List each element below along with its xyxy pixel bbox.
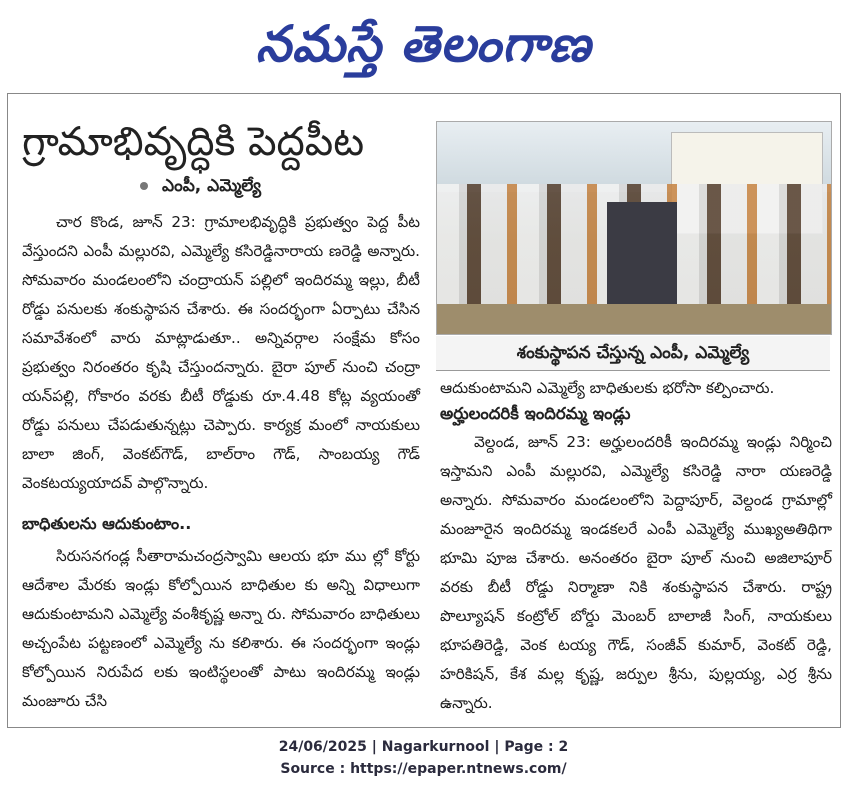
article-right-subhead: అర్హులందరికీ ఇందిరమ్మ ఇండ్లు <box>440 404 631 423</box>
page-footer <box>0 736 847 780</box>
byline-text: ఎంపీ, ఎమ్మెల్యే <box>162 176 262 196</box>
article-subhead: బాధితులను ఆదుకుంటాం.. <box>22 514 192 533</box>
photo-ground <box>437 304 831 334</box>
continuation-text: ఆదుకుంటామని ఎమ్మెల్యే బాధితులకు భరోసా కల్పించారు. <box>440 379 775 397</box>
photo-plaque <box>607 202 677 312</box>
article-paragraph: వెల్దండ, జూన్ 23: అర్హులందరికీ ఇందిరమ్మ ఇండ్లు నిర్మించి ఇస్తామని ఎంపీ మల్లురవి, ఎమ్మెల్యే కసిరెడ్డి నారా యణరెడ్డి అన్నారు. సోమవారం మండలంలోని పెద్దాపూర్, వెల్దండ గ్రామాల్లో మంజూరైన ఇందిరమ్మ ఇండకలరే ఎంపీ ఎమ్మెల్యే ముఖ్యఅతిథిగా భూమి పూజ చేశారు. అనంతరం బైరా పూల్ నుంచి అజిలాపూర్ వరకు బీటీ రోడ్డు నిర్మాణా నికి శంకుస్థాపన చేశారు. రాష్ట్ర పొల్యూషన్ కంట్రోల్ బోర్డు మెంబర్ బాలాజీ సింగ్, నాయకులు భూపతిరెడ్డి, వెంక టయ్య గౌడ్, సంజీవ్ కుమార్, వెంకట్ రెడ్డి, హరికిషన్, కేశ మల్ల కృష్ణ, జర్పుల శ్రీను, పుల్లయ్య, ఎర్ర శ్రీను ఉన్నారు. <box>440 433 832 712</box>
masthead-logo: నమస్తే తెలంగాణ <box>255 15 592 73</box>
article-body-right <box>440 428 832 718</box>
divider-left <box>7 93 8 727</box>
article-paragraph: సిరుసనగండ్ల సీతారామచంద్రస్వామి ఆలయ భూ ము ల్లో కోర్టు ఆదేశాల మేరకు ఇండ్లు కోల్పోయిన బాధితుల కు అన్ని విధాలుగా ఆదుకుంటామని ఎమ్మెల్యే వంశీకృష్ణ అన్నా రు. సోమవారం బాధితులు అచ్చంపేట పట్టణంలో ఎమ్మెల్యే ను కలిశారు. ఈ సందర్భంగా ఇండ్లు కోల్పోయిన నిరుపేద లకు ఇంటిస్థలంతో పాటు ఇందిరమ్మ ఇండ్లు మంజూరు చేసి <box>22 547 420 710</box>
article-headline: గ్రామాభివృద్ధికి పెద్దపీట <box>22 119 365 165</box>
footer-date-line: 24/06/2025 | Nagarkurnool | Page : 2 <box>278 739 569 755</box>
footer-source-link[interactable]: Source : https://epaper.ntnews.com/ <box>280 761 567 777</box>
article-body-main <box>22 208 420 498</box>
article-byline <box>140 176 261 200</box>
article-continuation <box>440 374 832 403</box>
article-body-sub <box>22 542 420 716</box>
divider-right <box>840 93 841 727</box>
bullet-icon <box>140 182 148 190</box>
news-photo <box>436 121 832 335</box>
divider-bottom <box>7 727 841 728</box>
photo-caption: శంకుస్థాపన చేస్తున్న ఎంపీ, ఎమ్మెల్యే <box>436 336 830 371</box>
article-paragraph: చార కొండ, జూన్ 23: గ్రామాలభివృద్ధికి ప్రభుత్వం పెద్ద పీట వేస్తుందని ఎంపీ మల్లురవి, ఎమ్మెల్యే కసిరెడ్డినారాయ ణరెడ్డి అన్నారు. సోమవారం మండలంలోని చంద్రాయన్ పల్లిలో ఇందిరమ్మ ఇల్లు, బీటీ రోడ్డు పనులకు శంకుస్థాపన చేశారు. ఈ సందర్భంగా ఏర్పాటు చేసిన సమావేశంలో వారు మాట్లాడుతూ.. అన్నివర్గాల సంక్షేమ కోసం ప్రభుత్వం నిరంతరం కృషి చేస్తుందన్నారు. బైరా పూల్ నుంచి చంద్రా యన్‌పల్లి, గోకారం వరకు బీటీ రోడ్డుకు రూ.4.48 కోట్ల వ్యయంతో రోడ్డు పనులు చేపడుతున్నట్లు చెప్పారు. కార్యక్ర మంలో నాయకులు బాలా జింగ్, వెంకట్‌గౌడ్, బాల్‌రాం గౌడ్, సాంబయ్య గౌడ్ వెంకటయ్యయాదవ్ పాల్గొన్నారు. <box>22 213 420 492</box>
divider-top <box>7 93 841 94</box>
